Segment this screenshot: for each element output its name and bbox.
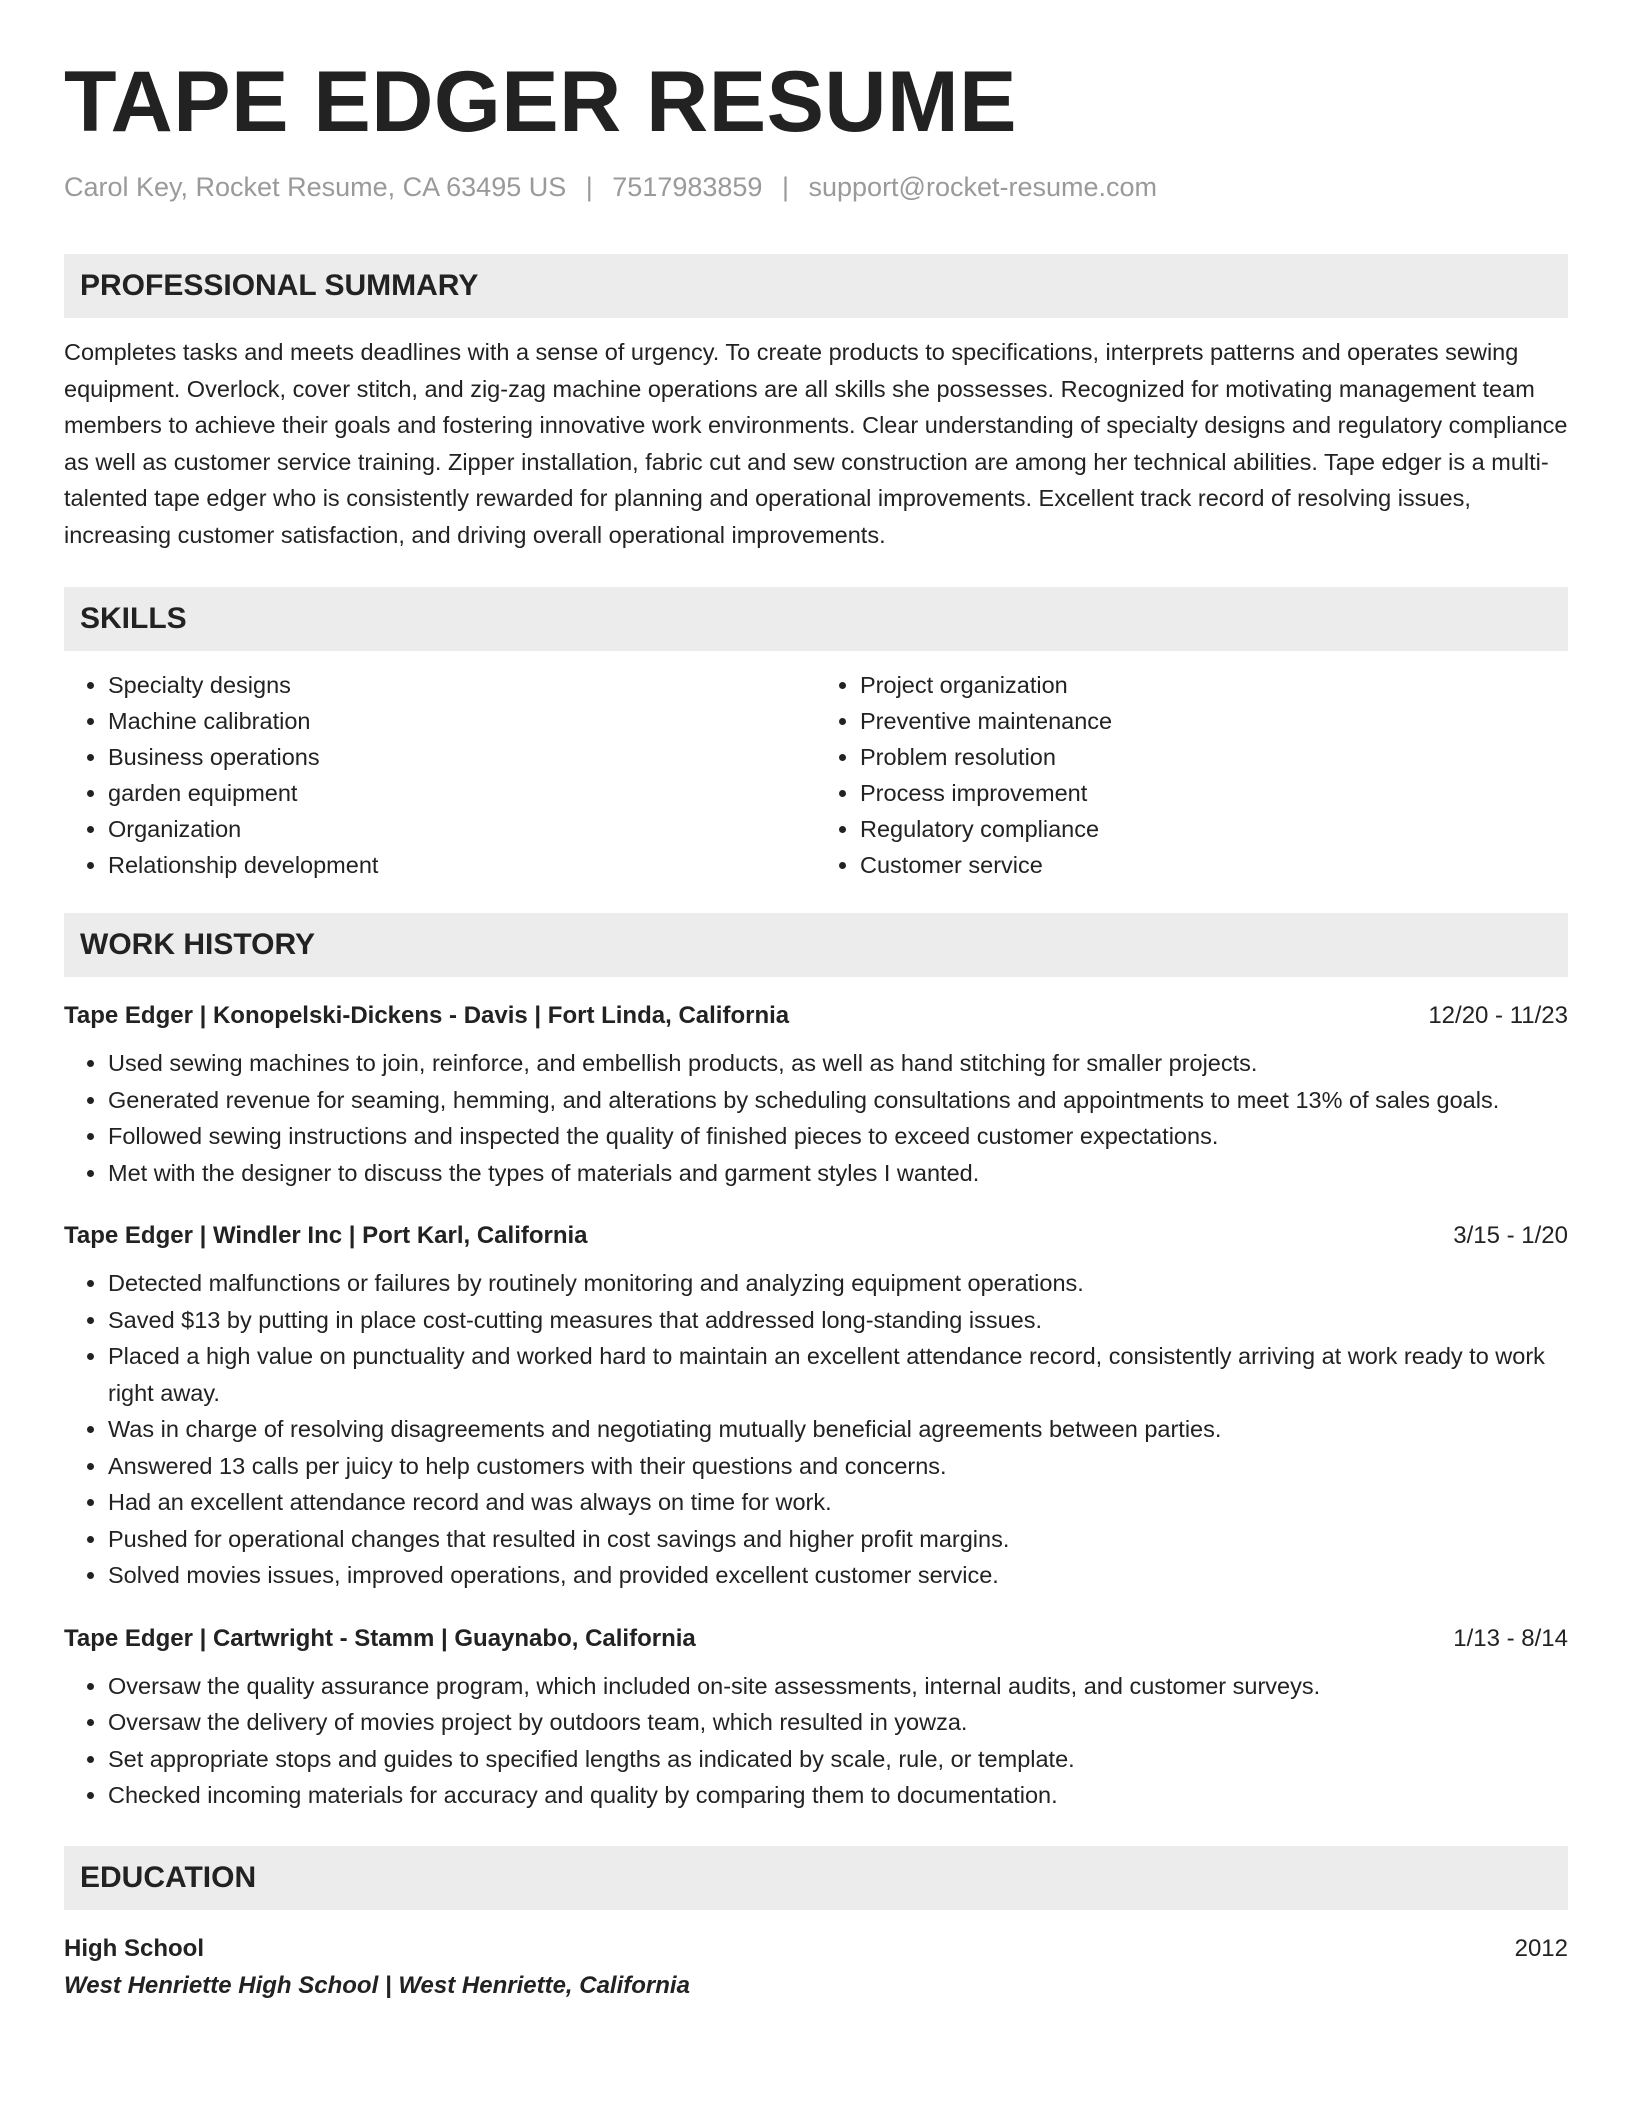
skill-item: • garden equipment — [108, 775, 816, 811]
skill-item: • Specialty designs — [108, 667, 816, 703]
education-degree: High School — [64, 1934, 204, 1962]
job-header — [64, 1219, 1568, 1253]
job-title: Tape Edger | Windler Inc | Port Karl, California — [64, 1222, 588, 1249]
contact-address: Carol Key, Rocket Resume, CA 63495 US — [64, 172, 567, 202]
job-title: Tape Edger | Cartwright - Stamm | Guaynabo, California — [64, 1624, 696, 1652]
contact-phone: 7517983859 — [612, 172, 763, 202]
job-entry — [64, 1219, 1568, 1594]
summary-text: Completes tasks and meets deadlines with a sense of urgency. To create products to specifications, interprets patterns and operates sewing equipment. Overlock, cover stitch, and zig-zag machine operations are all skills she possesses. Recognized for motivating management team members to achieve their goals and fostering innovative work environments. Clear understanding of specialty designs and regulatory compliance as well as customer service training. Zipper installation, fabric cut and sew construction are among her technical abilities. Tape edger is a multi-talented tape edger who is consistently rewarded for planning and operational improvements. Excellent track record of resolving issues, increasing customer satisfaction, and driving overall operational improvements. — [64, 339, 1568, 548]
contact-line — [64, 170, 1568, 204]
job-bullets — [64, 1045, 1568, 1191]
job-dates: 12/20 - 11/23 — [1428, 1002, 1568, 1029]
skills-column-right — [816, 667, 1568, 883]
skill-item: • Relationship development — [108, 847, 816, 883]
job-bullet: • Was in charge of resolving disagreements and negotiating mutually beneficial agreements between parties. — [108, 1411, 1568, 1448]
job-entry — [64, 999, 1568, 1191]
job-dates: 1/13 - 8/14 — [1453, 1624, 1568, 1652]
job-bullets — [64, 1668, 1568, 1814]
job-bullet: • Had an excellent attendance record and was always on time for work. — [108, 1484, 1568, 1521]
job-bullet: • Met with the designer to discuss the types of materials and garment styles I wanted. — [108, 1155, 1568, 1192]
job-bullets — [64, 1265, 1568, 1594]
skills-list — [64, 667, 1568, 883]
education-header — [64, 1932, 1568, 1966]
skill-item: • Business operations — [108, 739, 816, 775]
job-bullet: • Detected malfunctions or failures by routinely monitoring and analyzing equipment operations. — [108, 1265, 1568, 1302]
skill-item: • Customer service — [860, 847, 1568, 883]
job-bullet: • Followed sewing instructions and inspected the quality of finished pieces to exceed customer expectations. — [108, 1118, 1568, 1155]
contact-separator: | — [585, 172, 593, 202]
resume-title: TAPE EDGER RESUME — [64, 54, 1018, 150]
job-bullet: • Oversaw the quality assurance program, which included on-site assessments, internal audits, and customer surveys. — [108, 1668, 1568, 1705]
job-bullet: • Set appropriate stops and guides to specified lengths as indicated by scale, rule, or template. — [108, 1741, 1568, 1778]
contact-email: support@rocket-resume.com — [808, 172, 1158, 202]
job-bullet: • Used sewing machines to join, reinforce, and embellish products, as well as hand stitching for smaller projects. — [108, 1045, 1568, 1082]
job-entry — [64, 1622, 1568, 1814]
skill-item: • Machine calibration — [108, 703, 816, 739]
job-bullet: • Generated revenue for seaming, hemming, and alterations by scheduling consultations and appointments to meet 13% of sales goals. — [108, 1082, 1568, 1119]
skill-item: • Preventive maintenance — [860, 703, 1568, 739]
job-bullet: • Checked incoming materials for accuracy and quality by comparing them to documentation. — [108, 1777, 1568, 1814]
education-school: West Henriette High School | West Henriette, California — [64, 1971, 690, 1999]
job-dates: 3/15 - 1/20 — [1453, 1222, 1568, 1249]
summary-heading: PROFESSIONAL SUMMARY — [64, 254, 1568, 318]
skill-item: • Organization — [108, 811, 816, 847]
job-bullet: • Placed a high value on punctuality and worked hard to maintain an excellent attendance record, consistently arriving at work ready to work right away. — [108, 1338, 1568, 1411]
job-title: Tape Edger | Konopelski-Dickens - Davis | Fort Linda, California — [64, 1002, 790, 1029]
contact-separator: | — [781, 172, 789, 202]
job-bullet: • Answered 13 calls per juicy to help customers with their questions and concerns. — [108, 1448, 1568, 1485]
skills-column-left — [64, 667, 816, 883]
skills-heading: SKILLS — [64, 587, 1568, 651]
skill-item: • Problem resolution — [860, 739, 1568, 775]
job-header — [64, 1622, 1568, 1656]
job-bullet: • Pushed for operational changes that resulted in cost savings and higher profit margins. — [108, 1521, 1568, 1558]
education-heading: EDUCATION — [64, 1846, 1568, 1910]
skill-item: • Process improvement — [860, 775, 1568, 811]
skill-item: • Project organization — [860, 667, 1568, 703]
work-heading: WORK HISTORY — [64, 913, 1568, 977]
skill-item: • Regulatory compliance — [860, 811, 1568, 847]
education-year: 2012 — [1514, 1934, 1568, 1962]
job-bullet: • Oversaw the delivery of movies project by outdoors team, which resulted in yowza. — [108, 1704, 1568, 1741]
job-bullet: • Saved $13 by putting in place cost-cutting measures that addressed long-standing issues. — [108, 1302, 1568, 1339]
job-header — [64, 999, 1568, 1033]
job-bullet: • Solved movies issues, improved operations, and provided excellent customer service. — [108, 1557, 1568, 1594]
